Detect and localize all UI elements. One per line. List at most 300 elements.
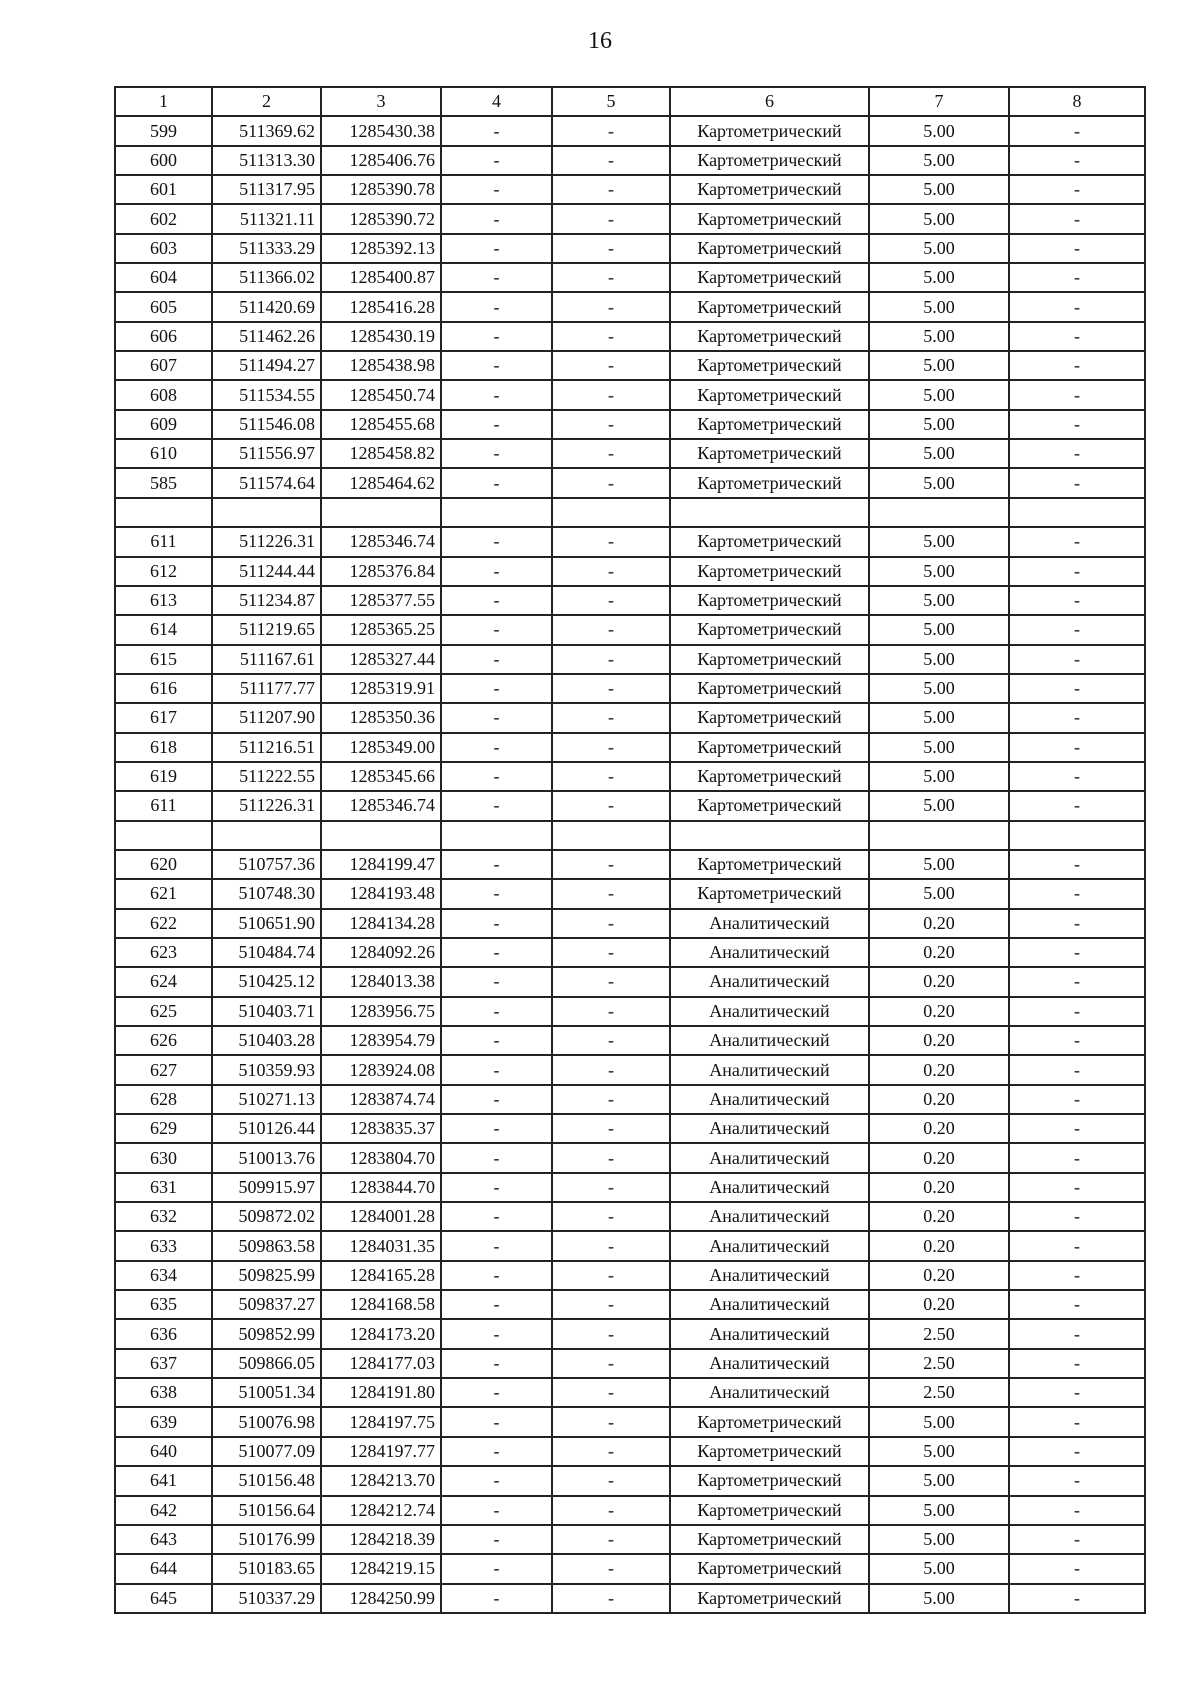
y-coordinate-cell: 1283804.70 [321,1143,441,1172]
accuracy-cell: 2.50 [869,1319,1009,1348]
col8-cell: - [1009,1466,1145,1495]
x-coordinate-cell: 511219.65 [212,615,321,644]
accuracy-cell: 5.00 [869,879,1009,908]
method-cell: Аналитический [670,1026,869,1055]
table-row [115,967,1145,996]
y-coordinate-cell: 1284168.58 [321,1290,441,1319]
col4-cell: - [441,204,552,233]
method-cell: Картометрический [670,1407,869,1436]
col5-cell: - [552,645,670,674]
col4-cell: - [441,1026,552,1055]
method-cell: Картометрический [670,586,869,615]
method-cell: Аналитический [670,967,869,996]
col5-cell: - [552,527,670,556]
col8-cell: - [1009,879,1145,908]
col8-cell: - [1009,322,1145,351]
col8-cell: - [1009,1407,1145,1436]
point-number-cell: 599 [115,116,212,145]
point-number-cell: 629 [115,1114,212,1143]
col5-cell [552,821,670,850]
table-row [115,1466,1145,1495]
col8-cell: - [1009,586,1145,615]
table-row [115,1554,1145,1583]
method-cell: Картометрический [670,175,869,204]
col4-cell: - [441,116,552,145]
col8-cell: - [1009,703,1145,732]
accuracy-cell: 0.20 [869,1026,1009,1055]
accuracy-cell: 5.00 [869,410,1009,439]
col8-cell: - [1009,234,1145,263]
col8-cell: - [1009,967,1145,996]
accuracy-cell: 5.00 [869,380,1009,409]
point-number-cell: 585 [115,468,212,497]
x-coordinate-cell: 509866.05 [212,1349,321,1378]
method-cell [670,498,869,527]
accuracy-cell: 5.00 [869,351,1009,380]
point-number-cell: 621 [115,879,212,908]
y-coordinate-cell: 1284197.77 [321,1437,441,1466]
accuracy-cell: 5.00 [869,557,1009,586]
point-number-cell: 603 [115,234,212,263]
accuracy-cell: 0.20 [869,1143,1009,1172]
col5-cell: - [552,1114,670,1143]
method-cell: Аналитический [670,1173,869,1202]
point-number-cell: 632 [115,1202,212,1231]
x-coordinate-cell: 511222.55 [212,762,321,791]
accuracy-cell: 2.50 [869,1349,1009,1378]
column-header: 8 [1009,87,1145,116]
col5-cell: - [552,1496,670,1525]
col8-cell: - [1009,146,1145,175]
point-number-cell: 622 [115,909,212,938]
col8-cell: - [1009,1319,1145,1348]
table-row [115,1349,1145,1378]
method-cell: Картометрический [670,204,869,233]
col4-cell: - [441,1319,552,1348]
x-coordinate-cell: 511226.31 [212,527,321,556]
col5-cell: - [552,322,670,351]
x-coordinate-cell: 510176.99 [212,1525,321,1554]
table-row [115,527,1145,556]
x-coordinate-cell: 510484.74 [212,938,321,967]
y-coordinate-cell: 1285400.87 [321,263,441,292]
method-cell: Картометрический [670,1554,869,1583]
point-number-cell: 602 [115,204,212,233]
y-coordinate-cell: 1284191.80 [321,1378,441,1407]
x-coordinate-cell: 511366.02 [212,263,321,292]
col5-cell: - [552,204,670,233]
point-number-cell: 627 [115,1055,212,1084]
col4-cell: - [441,439,552,468]
y-coordinate-cell: 1284199.47 [321,850,441,879]
col8-cell: - [1009,557,1145,586]
col8-cell: - [1009,527,1145,556]
col4-cell: - [441,1055,552,1084]
table-row [115,850,1145,879]
x-coordinate-cell: 510271.13 [212,1085,321,1114]
table-row [115,557,1145,586]
col5-cell: - [552,909,670,938]
method-cell: Картометрический [670,615,869,644]
accuracy-cell: 5.00 [869,1496,1009,1525]
col5-cell: - [552,380,670,409]
accuracy-cell: 5.00 [869,586,1009,615]
y-coordinate-cell: 1285376.84 [321,557,441,586]
col4-cell: - [441,997,552,1026]
col5-cell: - [552,762,670,791]
col5-cell: - [552,1085,670,1114]
accuracy-cell: 0.20 [869,938,1009,967]
col5-cell: - [552,116,670,145]
point-number-cell: 643 [115,1525,212,1554]
col5-cell: - [552,733,670,762]
y-coordinate-cell: 1285450.74 [321,380,441,409]
col8-cell: - [1009,1085,1145,1114]
y-coordinate-cell: 1283954.79 [321,1026,441,1055]
col5-cell: - [552,1231,670,1260]
method-cell: Аналитический [670,1319,869,1348]
point-number-cell: 613 [115,586,212,615]
table-row [115,615,1145,644]
x-coordinate-cell: 511207.90 [212,703,321,732]
y-coordinate-cell: 1284213.70 [321,1466,441,1495]
col5-cell: - [552,1349,670,1378]
col5-cell: - [552,234,670,263]
point-number-cell: 639 [115,1407,212,1436]
table-row [115,380,1145,409]
table-row [115,263,1145,292]
x-coordinate-cell: 511420.69 [212,292,321,321]
point-number-cell: 611 [115,527,212,556]
y-coordinate-cell: 1285365.25 [321,615,441,644]
accuracy-cell: 5.00 [869,703,1009,732]
table-row [115,1584,1145,1613]
col8-cell: - [1009,410,1145,439]
point-number-cell: 624 [115,967,212,996]
method-cell: Картометрический [670,1525,869,1554]
table-row [115,439,1145,468]
col5-cell: - [552,1026,670,1055]
table-body [115,116,1145,1613]
col8-cell: - [1009,439,1145,468]
col8-cell: - [1009,1143,1145,1172]
x-coordinate-cell: 510183.65 [212,1554,321,1583]
accuracy-cell: 5.00 [869,645,1009,674]
col8-cell: - [1009,1496,1145,1525]
col5-cell: - [552,1173,670,1202]
accuracy-cell: 0.20 [869,1202,1009,1231]
method-cell: Аналитический [670,1202,869,1231]
table-row [115,204,1145,233]
col8-cell: - [1009,1378,1145,1407]
accuracy-cell: 5.00 [869,733,1009,762]
x-coordinate-cell: 510051.34 [212,1378,321,1407]
method-cell: Аналитический [670,1114,869,1143]
point-number-cell: 633 [115,1231,212,1260]
col4-cell: - [441,909,552,938]
point-number-cell: 631 [115,1173,212,1202]
col5-cell: - [552,439,670,468]
accuracy-cell: 5.00 [869,146,1009,175]
point-number-cell: 612 [115,557,212,586]
point-number-cell: 628 [115,1085,212,1114]
x-coordinate-cell [212,821,321,850]
col4-cell: - [441,1261,552,1290]
table-row [115,116,1145,145]
point-number-cell: 609 [115,410,212,439]
y-coordinate-cell: 1285346.74 [321,527,441,556]
point-number-cell: 638 [115,1378,212,1407]
method-cell: Аналитический [670,997,869,1026]
point-number-cell: 608 [115,380,212,409]
header-row [115,87,1145,116]
table-row [115,879,1145,908]
table-row [115,410,1145,439]
point-number-cell: 635 [115,1290,212,1319]
accuracy-cell: 5.00 [869,1584,1009,1613]
col5-cell: - [552,1525,670,1554]
y-coordinate-cell: 1284177.03 [321,1349,441,1378]
col8-cell: - [1009,850,1145,879]
col8-cell: - [1009,909,1145,938]
col8-cell: - [1009,1584,1145,1613]
col4-cell: - [441,615,552,644]
col5-cell: - [552,1055,670,1084]
method-cell: Картометрический [670,292,869,321]
col5-cell: - [552,674,670,703]
col5-cell: - [552,557,670,586]
y-coordinate-cell: 1285438.98 [321,351,441,380]
x-coordinate-cell: 511462.26 [212,322,321,351]
col8-cell: - [1009,1114,1145,1143]
col4-cell: - [441,674,552,703]
method-cell: Картометрический [670,674,869,703]
y-coordinate-cell: 1283844.70 [321,1173,441,1202]
table-row [115,733,1145,762]
accuracy-cell: 5.00 [869,850,1009,879]
x-coordinate-cell: 510359.93 [212,1055,321,1084]
y-coordinate-cell: 1285430.19 [321,322,441,351]
col4-cell: - [441,263,552,292]
x-coordinate-cell: 511321.11 [212,204,321,233]
table-row [115,1496,1145,1525]
method-cell: Аналитический [670,938,869,967]
col4-cell [441,821,552,850]
point-number-cell: 601 [115,175,212,204]
col4-cell: - [441,879,552,908]
col8-cell: - [1009,1202,1145,1231]
accuracy-cell: 5.00 [869,263,1009,292]
method-cell: Аналитический [670,1143,869,1172]
table-row [115,175,1145,204]
point-number-cell: 611 [115,791,212,820]
point-number-cell [115,498,212,527]
accuracy-cell: 0.20 [869,909,1009,938]
y-coordinate-cell: 1285416.28 [321,292,441,321]
y-coordinate-cell [321,821,441,850]
column-header: 3 [321,87,441,116]
table-row [115,821,1145,850]
table-row [115,1437,1145,1466]
col5-cell: - [552,1290,670,1319]
y-coordinate-cell: 1283924.08 [321,1055,441,1084]
col4-cell: - [441,703,552,732]
accuracy-cell [869,498,1009,527]
y-coordinate-cell: 1285458.82 [321,439,441,468]
accuracy-cell: 5.00 [869,322,1009,351]
col5-cell: - [552,146,670,175]
col8-cell: - [1009,1525,1145,1554]
point-number-cell: 641 [115,1466,212,1495]
method-cell: Картометрический [670,703,869,732]
x-coordinate-cell: 509863.58 [212,1231,321,1260]
col4-cell: - [441,1290,552,1319]
table-row [115,498,1145,527]
y-coordinate-cell: 1284092.26 [321,938,441,967]
point-number-cell: 626 [115,1026,212,1055]
point-number-cell: 625 [115,997,212,1026]
accuracy-cell: 5.00 [869,204,1009,233]
col8-cell: - [1009,762,1145,791]
accuracy-cell: 5.00 [869,1554,1009,1583]
y-coordinate-cell: 1283874.74 [321,1085,441,1114]
table-row [115,234,1145,263]
point-number-cell: 645 [115,1584,212,1613]
col4-cell: - [441,1202,552,1231]
table-row [115,645,1145,674]
col8-cell: - [1009,175,1145,204]
point-number-cell: 614 [115,615,212,644]
method-cell: Аналитический [670,909,869,938]
accuracy-cell: 2.50 [869,1378,1009,1407]
col8-cell: - [1009,997,1145,1026]
col8-cell: - [1009,468,1145,497]
y-coordinate-cell: 1285350.36 [321,703,441,732]
x-coordinate-cell: 511216.51 [212,733,321,762]
x-coordinate-cell: 511494.27 [212,351,321,380]
col5-cell: - [552,1319,670,1348]
method-cell: Картометрический [670,1466,869,1495]
y-coordinate-cell: 1285346.74 [321,791,441,820]
col5-cell: - [552,1378,670,1407]
table-row [115,146,1145,175]
col5-cell: - [552,879,670,908]
accuracy-cell: 5.00 [869,1437,1009,1466]
col4-cell: - [441,1525,552,1554]
accuracy-cell: 5.00 [869,234,1009,263]
method-cell: Аналитический [670,1378,869,1407]
accuracy-cell: 0.20 [869,1085,1009,1114]
y-coordinate-cell: 1285390.78 [321,175,441,204]
table-row [115,1319,1145,1348]
x-coordinate-cell: 511226.31 [212,791,321,820]
y-coordinate-cell: 1285464.62 [321,468,441,497]
accuracy-cell: 5.00 [869,762,1009,791]
x-coordinate-cell: 509852.99 [212,1319,321,1348]
x-coordinate-cell: 509872.02 [212,1202,321,1231]
col5-cell [552,498,670,527]
accuracy-cell: 5.00 [869,468,1009,497]
col4-cell: - [441,351,552,380]
table-row [115,997,1145,1026]
col5-cell: - [552,1143,670,1172]
y-coordinate-cell: 1285392.13 [321,234,441,263]
col4-cell: - [441,586,552,615]
table-row [115,1055,1145,1084]
col5-cell: - [552,615,670,644]
x-coordinate-cell: 511534.55 [212,380,321,409]
y-coordinate-cell: 1285406.76 [321,146,441,175]
col4-cell: - [441,1584,552,1613]
col4-cell: - [441,938,552,967]
method-cell: Картометрический [670,322,869,351]
method-cell: Картометрический [670,791,869,820]
method-cell: Картометрический [670,116,869,145]
col5-cell: - [552,938,670,967]
x-coordinate-cell: 510337.29 [212,1584,321,1613]
col4-cell: - [441,234,552,263]
point-number-cell: 642 [115,1496,212,1525]
col5-cell: - [552,1466,670,1495]
col8-cell: - [1009,1231,1145,1260]
column-header: 4 [441,87,552,116]
col4-cell: - [441,292,552,321]
col8-cell: - [1009,733,1145,762]
col5-cell: - [552,703,670,732]
point-number-cell: 619 [115,762,212,791]
point-number-cell: 604 [115,263,212,292]
col8-cell: - [1009,1554,1145,1583]
accuracy-cell: 5.00 [869,674,1009,703]
point-number-cell: 605 [115,292,212,321]
col4-cell: - [441,380,552,409]
col8-cell: - [1009,1290,1145,1319]
col5-cell: - [552,1437,670,1466]
method-cell [670,821,869,850]
y-coordinate-cell: 1285319.91 [321,674,441,703]
col8-cell: - [1009,1173,1145,1202]
x-coordinate-cell [212,498,321,527]
table-row [115,909,1145,938]
table-row [115,1378,1145,1407]
table-row [115,1173,1145,1202]
col4-cell: - [441,1496,552,1525]
point-number-cell: 623 [115,938,212,967]
method-cell: Картометрический [670,380,869,409]
y-coordinate-cell: 1284165.28 [321,1261,441,1290]
col5-cell: - [552,1407,670,1436]
point-number-cell: 617 [115,703,212,732]
y-coordinate-cell: 1285430.38 [321,116,441,145]
x-coordinate-cell: 511556.97 [212,439,321,468]
col4-cell: - [441,410,552,439]
x-coordinate-cell: 510425.12 [212,967,321,996]
method-cell: Аналитический [670,1349,869,1378]
col5-cell: - [552,586,670,615]
point-number-cell: 644 [115,1554,212,1583]
column-header: 6 [670,87,869,116]
col4-cell: - [441,1085,552,1114]
x-coordinate-cell: 511167.61 [212,645,321,674]
col4-cell: - [441,1378,552,1407]
col8-cell: - [1009,615,1145,644]
x-coordinate-cell: 510651.90 [212,909,321,938]
accuracy-cell: 5.00 [869,292,1009,321]
point-number-cell: 615 [115,645,212,674]
col8-cell: - [1009,351,1145,380]
column-header: 7 [869,87,1009,116]
point-number-cell: 618 [115,733,212,762]
